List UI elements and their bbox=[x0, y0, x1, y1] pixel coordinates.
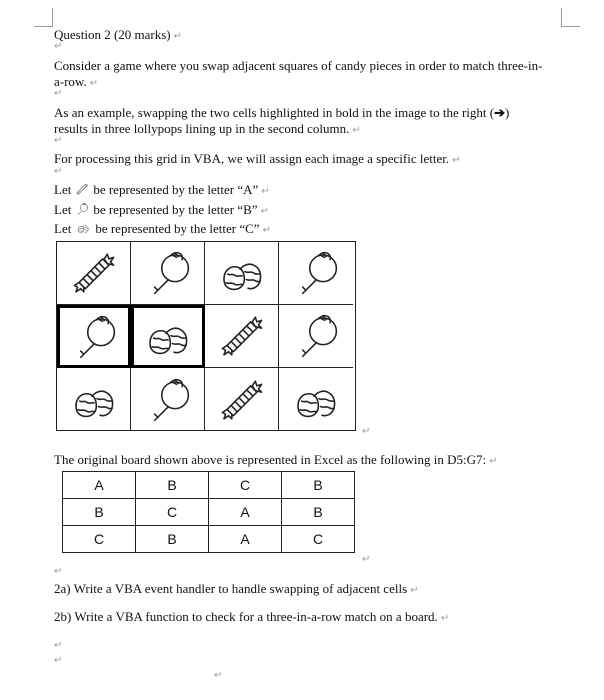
candy-icon bbox=[213, 310, 271, 362]
grid-cell bbox=[57, 368, 131, 431]
chocolate-egg-icon bbox=[73, 221, 93, 239]
table-cell: A bbox=[209, 499, 282, 526]
grid-cell bbox=[279, 242, 353, 305]
paragraph-mark: ↵ bbox=[410, 585, 419, 596]
chocolate-egg-icon bbox=[65, 374, 123, 426]
grid-cell bbox=[57, 305, 131, 368]
paragraph-mark: ↵ bbox=[89, 78, 99, 89]
lollipop-icon bbox=[287, 310, 345, 362]
crop-mark-top-left bbox=[34, 8, 53, 27]
table-cell: C bbox=[136, 499, 209, 526]
table-cell: B bbox=[282, 499, 355, 526]
grid-cell bbox=[131, 242, 205, 305]
question-title-line bbox=[54, 26, 182, 45]
paragraph-mark: ↵ bbox=[261, 186, 270, 197]
grid-cell bbox=[279, 305, 353, 368]
legend-suffix: be represented by the letter “B” bbox=[93, 202, 258, 217]
q2a-line bbox=[54, 580, 419, 599]
grid-cell bbox=[205, 305, 279, 368]
table-cell: B bbox=[282, 472, 355, 499]
paragraph-mark: ↵ bbox=[54, 640, 63, 651]
table-cell: B bbox=[136, 526, 209, 553]
chocolate-egg-icon bbox=[213, 247, 271, 299]
paragraph-mark: ↵ bbox=[54, 135, 63, 146]
legend-line-c bbox=[54, 220, 271, 239]
question-2a: 2a) Write a VBA event handler to handle swapping of adjacent cells bbox=[54, 581, 408, 596]
grid-cell bbox=[205, 368, 279, 431]
lollipop-icon bbox=[139, 247, 197, 299]
legend-line-a bbox=[54, 181, 270, 200]
lollipop-icon bbox=[287, 247, 345, 299]
grid-cell bbox=[131, 368, 205, 431]
lollipop-icon bbox=[139, 374, 197, 426]
crop-mark-top-right bbox=[561, 8, 580, 27]
question-title: Question 2 (20 marks) bbox=[54, 27, 171, 42]
paragraph-mark: ↵ bbox=[262, 225, 271, 236]
example-text-end: ) bbox=[505, 105, 510, 120]
processing-line: For processing this grid in VBA, we will assign each image a specific letter. bbox=[54, 151, 450, 166]
candy-icon bbox=[65, 247, 123, 299]
lollipop-icon bbox=[65, 311, 123, 363]
paragraph-mark: ↵ bbox=[54, 41, 63, 52]
table-cell: B bbox=[136, 472, 209, 499]
table-row bbox=[63, 472, 355, 499]
excel-table bbox=[62, 471, 355, 553]
table-cell: B bbox=[63, 499, 136, 526]
table-cell: C bbox=[282, 526, 355, 553]
right-arrow-icon: ➔ bbox=[494, 105, 506, 120]
example-text: As an example, swapping the two cells highlighted in bold in the image to the right ( bbox=[54, 105, 495, 120]
paragraph-mark: ↵ bbox=[54, 566, 63, 577]
lollipop-icon bbox=[73, 202, 91, 220]
chocolate-egg-icon bbox=[139, 311, 197, 363]
candy-icon bbox=[73, 182, 91, 200]
intro-line-1: Consider a game where you swap adjacent squares of candy pieces in order to match three-in- bbox=[54, 58, 543, 73]
paragraph-mark: ↵ bbox=[54, 655, 63, 666]
paragraph-mark: ↵ bbox=[362, 426, 371, 437]
paragraph-mark: ↵ bbox=[260, 206, 269, 217]
legend-suffix: be represented by the letter “A” bbox=[93, 182, 259, 197]
excel-caption-wrap bbox=[54, 451, 498, 470]
paragraph-mark: ↵ bbox=[54, 166, 63, 177]
paragraph-mark: ↵ bbox=[452, 155, 461, 166]
table-row bbox=[63, 499, 355, 526]
chocolate-egg-icon bbox=[287, 374, 345, 426]
paragraph-mark: ↵ bbox=[173, 31, 183, 42]
paragraph-mark: ↵ bbox=[214, 670, 223, 681]
legend-prefix: Let bbox=[54, 182, 72, 197]
paragraph-mark: ↵ bbox=[440, 613, 450, 624]
processing-line-wrap bbox=[54, 150, 460, 169]
example-line-2: results in three lollypops lining up in the second column. bbox=[54, 121, 350, 136]
table-cell: C bbox=[209, 472, 282, 499]
legend-prefix: Let bbox=[54, 221, 72, 236]
q2b-line bbox=[54, 608, 449, 627]
paragraph-mark: ↵ bbox=[352, 125, 361, 136]
question-2b: 2b) Write a VBA function to check for a three-in-a-row match on a board. bbox=[54, 609, 438, 624]
excel-caption: The original board shown above is represented in Excel as the following in D5:G7: bbox=[54, 452, 487, 467]
table-cell: C bbox=[63, 526, 136, 553]
candy-icon bbox=[213, 374, 271, 426]
table-cell: A bbox=[63, 472, 136, 499]
candy-grid bbox=[56, 241, 356, 431]
legend-suffix: be represented by the letter “C” bbox=[95, 221, 260, 236]
paragraph-mark: ↵ bbox=[362, 554, 371, 565]
paragraph-mark: ↵ bbox=[489, 456, 498, 467]
grid-cell bbox=[131, 305, 205, 368]
grid-cell bbox=[279, 368, 353, 431]
legend-prefix: Let bbox=[54, 202, 72, 217]
example-line-1 bbox=[54, 104, 509, 121]
legend-line-b bbox=[54, 201, 269, 220]
grid-cell bbox=[57, 242, 131, 305]
paragraph-mark: ↵ bbox=[54, 88, 63, 99]
intro-line-2: a-row. bbox=[54, 74, 87, 89]
table-cell: A bbox=[209, 526, 282, 553]
grid-cell bbox=[205, 242, 279, 305]
example-line-2-wrap bbox=[54, 120, 361, 139]
table-row bbox=[63, 526, 355, 553]
